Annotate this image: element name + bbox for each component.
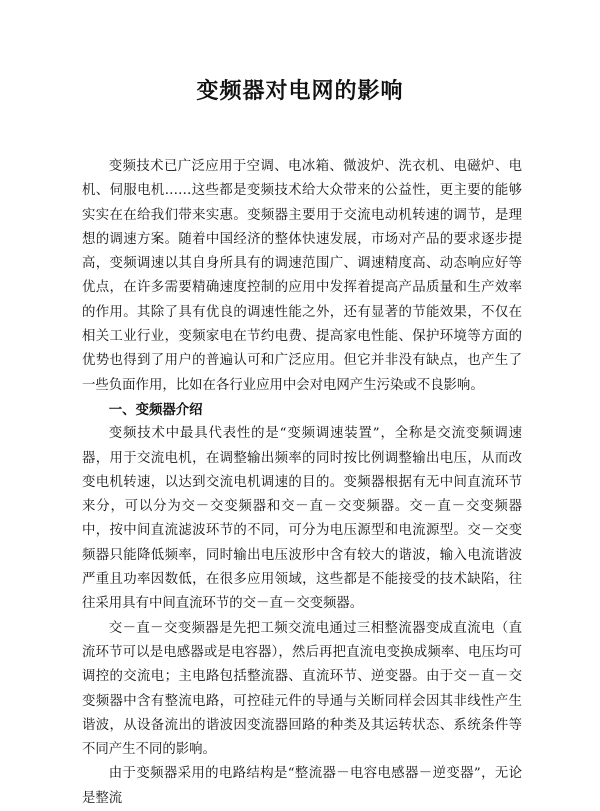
- section-heading: 一、变频器介绍: [108, 401, 203, 418]
- intro-paragraph: 变频技术已广泛应用于空调、电冰箱、微波炉、洗衣机、电磁炉、电机、伺服电机……这些都是变频技术给大众带来的公益性，更主要的能够实实在在给我们带来实惠。变频器主要用于交流电动机转速的调节，是理想的调速方案。随着中国经济的整体快速发展，市场对产品的要求逐步提高，变频调速以其自身所具有的调速范围广、调速精度高、动态响应好等优点，在许多需要精确速度控制的应用中发挥着提高产品质量和生产效率的作用。其除了具有优良的调速性能之外，还有显著的节能效果，不仅在相关工业行业，变频家电在节约电费、提高家电性能、保护环境等方面的优势也得到了用户的普遍认可和广泛应用。但它并非没有缺点，也产生了一些负面作用，比如在各行业应用中会对电网产生污染或不良影响。: [82, 159, 522, 393]
- section-paragraph-2: 交－直－交变频器是先把工频交流电通过三相整流器变成直流电（直流环节可以是电感器或是电容器），然后再把直流电变换成频率、电压均可调控的交流电；主电路包括整流器、直流环节、逆变器。由于交－直－交变频器中含有整流电路，可控硅元件的导通与关断同样会因其非线性产生谐波，从设备流出的谐波因变流器回路的种类及其运转状态、系统条件等不同产生不同的影响。: [82, 620, 522, 758]
- document-body: [82, 155, 522, 811]
- page-title: 变频器对电网的影响: [196, 78, 404, 104]
- section-paragraph-1: 变频技术中最具代表性的是“变频调速装置”，全称是交流变频调速器，用于交流电机，在调整输出频率的同时按比例调整输出电压，从而改变电机转速，以达到交流电机调速的目的。变频器根据有无中间直流环节来分，可以分为交－交变频器和交－直－交变频器。交－直－交变频器中，按中间直流滤波环节的不同，可分为电压源型和电流源型。交－交变频器只能降低频率，同时输出电压波形中含有较大的谐波，输入电流谐波严重且功率因数低，在很多应用领域，这些都是不能接受的技术缺陷，往往采用具有中间直流环节的交－直－交变频器。: [82, 426, 522, 612]
- section-paragraph-3: 由于变频器采用的电路结构是“整流器－电容电感器－逆变器”，无论是整流: [82, 766, 522, 806]
